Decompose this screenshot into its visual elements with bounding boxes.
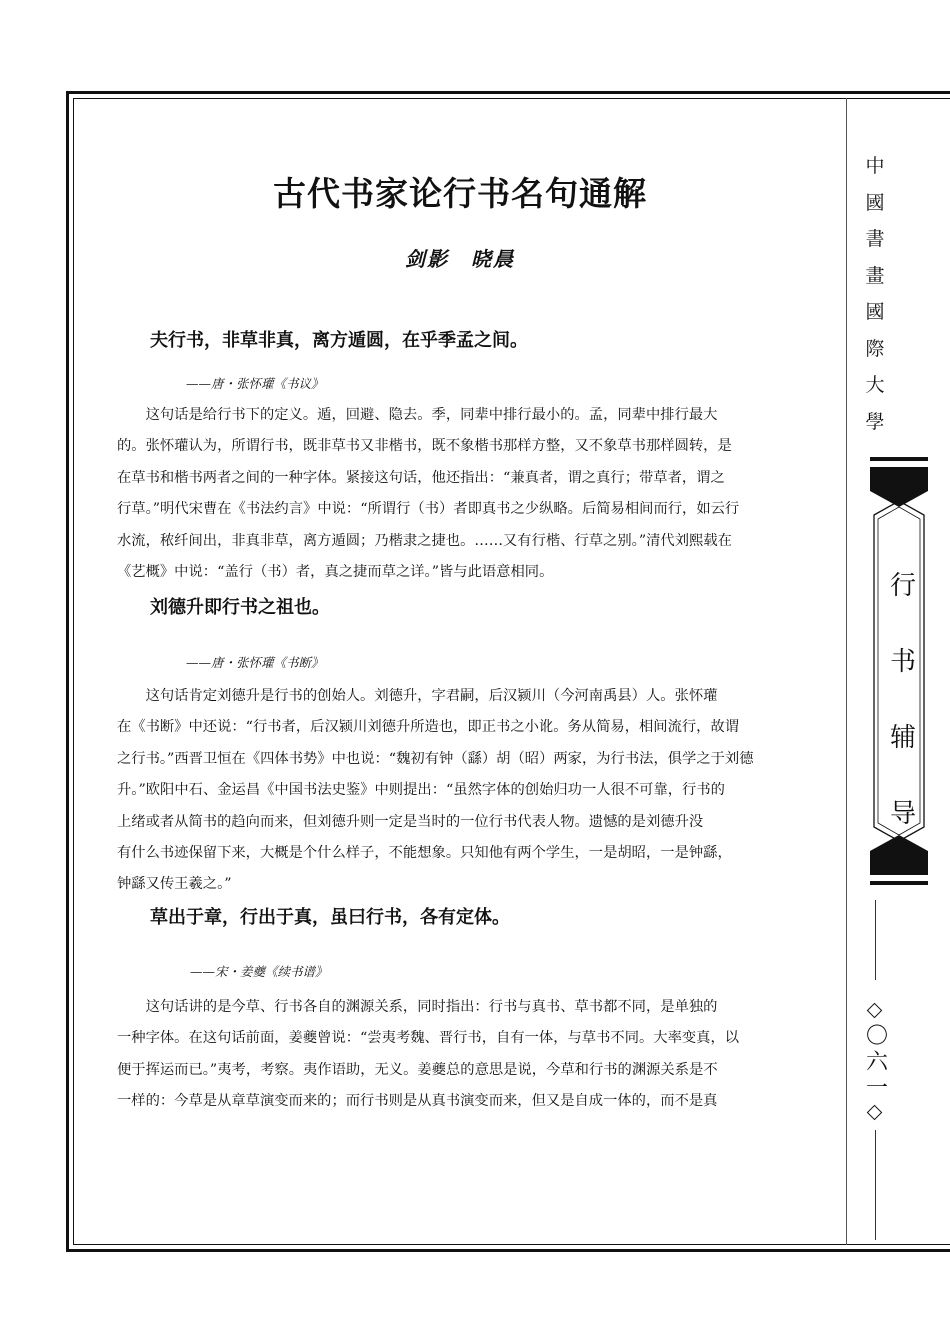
series-title-char: 國: [865, 301, 885, 323]
series-title-char: 畫: [865, 264, 885, 287]
series-title-vertical: [862, 148, 888, 440]
quote-1: 夫行书，非草非真，离方遁圆，在乎季孟之间。: [150, 330, 528, 351]
page-number: [860, 1024, 894, 1102]
paragraph-line: 升。”欧阳中石、金运昌《中国书法史鉴》中则提出：“虽然字体的创始归功一人很不可靠，行书的: [117, 782, 725, 799]
section-title-char: 导: [889, 799, 916, 829]
page-number-rule-bottom: [875, 1130, 876, 1240]
paragraph-line: 这句话是给行书下的定义。遁，回避、隐去。季，同辈中排行最小的。孟，同辈中排行最大: [117, 407, 718, 423]
paragraph-line: 一样的：今草是从章草演变而来的；而行书则是从真书演变而来，但又是自成一体的，而不是真: [117, 1093, 718, 1110]
page-number-char: 六: [865, 1050, 888, 1075]
paragraph-line: 行草。”明代宋曹在《书法约言》中说：“所谓行（书）者即真书之少纵略。后简易相间而行，如云行: [117, 501, 740, 518]
paragraph-line: 上绪或者从简书的趋向而来，但刘德升则一定是当时的一位行书代表人物。遗憾的是刘德升没: [117, 813, 704, 830]
section-title-vertical: [886, 548, 920, 852]
paragraph-1: [117, 400, 801, 588]
section-title-char: 书: [889, 647, 916, 677]
article-title: 古代书家论行书名句通解: [273, 174, 647, 213]
series-title-char: 際: [865, 337, 885, 360]
paragraph-2: [117, 681, 801, 901]
paragraph-line: 这句话讲的是今草、行书各自的渊源关系，同时指出：行书与真书、草书都不同，是单独的: [117, 999, 718, 1015]
page-number-char: 一: [865, 1076, 888, 1101]
quote-2: 刘德升即行书之祖也。: [150, 597, 330, 618]
paragraph-line: 在《书断》中还说：“行书者，后汉颍川刘德升所造也，即正书之小讹。务从简易，相间流行，故谓: [117, 719, 740, 736]
paragraph-line: 在草书和楷书两者之间的一种字体。紧接这句话，他还指出：“兼真者，谓之真行；带草者，谓之: [117, 469, 725, 486]
paragraph-line: 《艺概》中说：“盖行（书）者，真之捷而草之详。”皆与此语意相同。: [117, 563, 554, 580]
paragraph-3: [117, 992, 801, 1118]
series-title-char: 大: [865, 374, 885, 396]
section-title-char: 辅: [889, 723, 916, 753]
series-title-char: 書: [865, 228, 885, 250]
paragraph-line: 这句话肯定刘德升是行书的创始人。刘德升，字君嗣，后汉颍川（今河南禹县）人。张怀瓘: [117, 688, 718, 704]
series-title-char: 學: [865, 410, 885, 433]
paragraph-line: 一种字体。在这句话前面，姜夔曾说：“尝夷考魏、晋行书，自有一体，与草书不同。大率变真，以: [117, 1030, 740, 1047]
attribution-3: ——宋・姜夔《续书谱》: [190, 964, 328, 979]
paragraph-line: 有什么书迹保留下来，大概是个什么样子，不能想象。只知他有两个学生，一是胡昭，一是钟繇，: [117, 844, 732, 861]
page-number-char: 〇: [865, 1024, 888, 1049]
attribution-1: ——唐・张怀瓘《书议》: [186, 376, 324, 391]
section-title-char: 行: [889, 571, 916, 601]
article-authors: 剑影 晓晨: [405, 247, 515, 271]
paragraph-line: 之行书。”西晋卫恒在《四体书势》中也说：“魏初有钟（繇）胡（昭）两家，为行书法，俱学之于刘德: [117, 750, 754, 767]
sidebar-divider: [846, 98, 847, 1245]
page-number-rule-top: [875, 900, 876, 980]
series-title-char: 國: [865, 191, 885, 214]
paragraph-line: 水流，秾纤间出，非真非草，离方遁圆；乃楷隶之捷也。……又有行楷、行草之别。”清代刘熙载在: [117, 532, 732, 549]
paragraph-line: 的。张怀瓘认为，所谓行书，既非草书又非楷书，既不象楷书那样方整，又不象草书那样圆转，是: [117, 438, 732, 455]
paragraph-line: 钟繇又传王羲之。”: [117, 876, 232, 893]
attribution-2: ——唐・张怀瓘《书断》: [186, 655, 324, 670]
series-title-char: 中: [865, 155, 885, 177]
quote-3: 草出于章，行出于真，虽曰行书，各有定体。: [150, 907, 510, 928]
paragraph-line: 便于挥运而已。”夷考，考察。夷作语助，无义。姜夔总的意思是说，今草和行书的渊源关系是不: [117, 1061, 718, 1078]
